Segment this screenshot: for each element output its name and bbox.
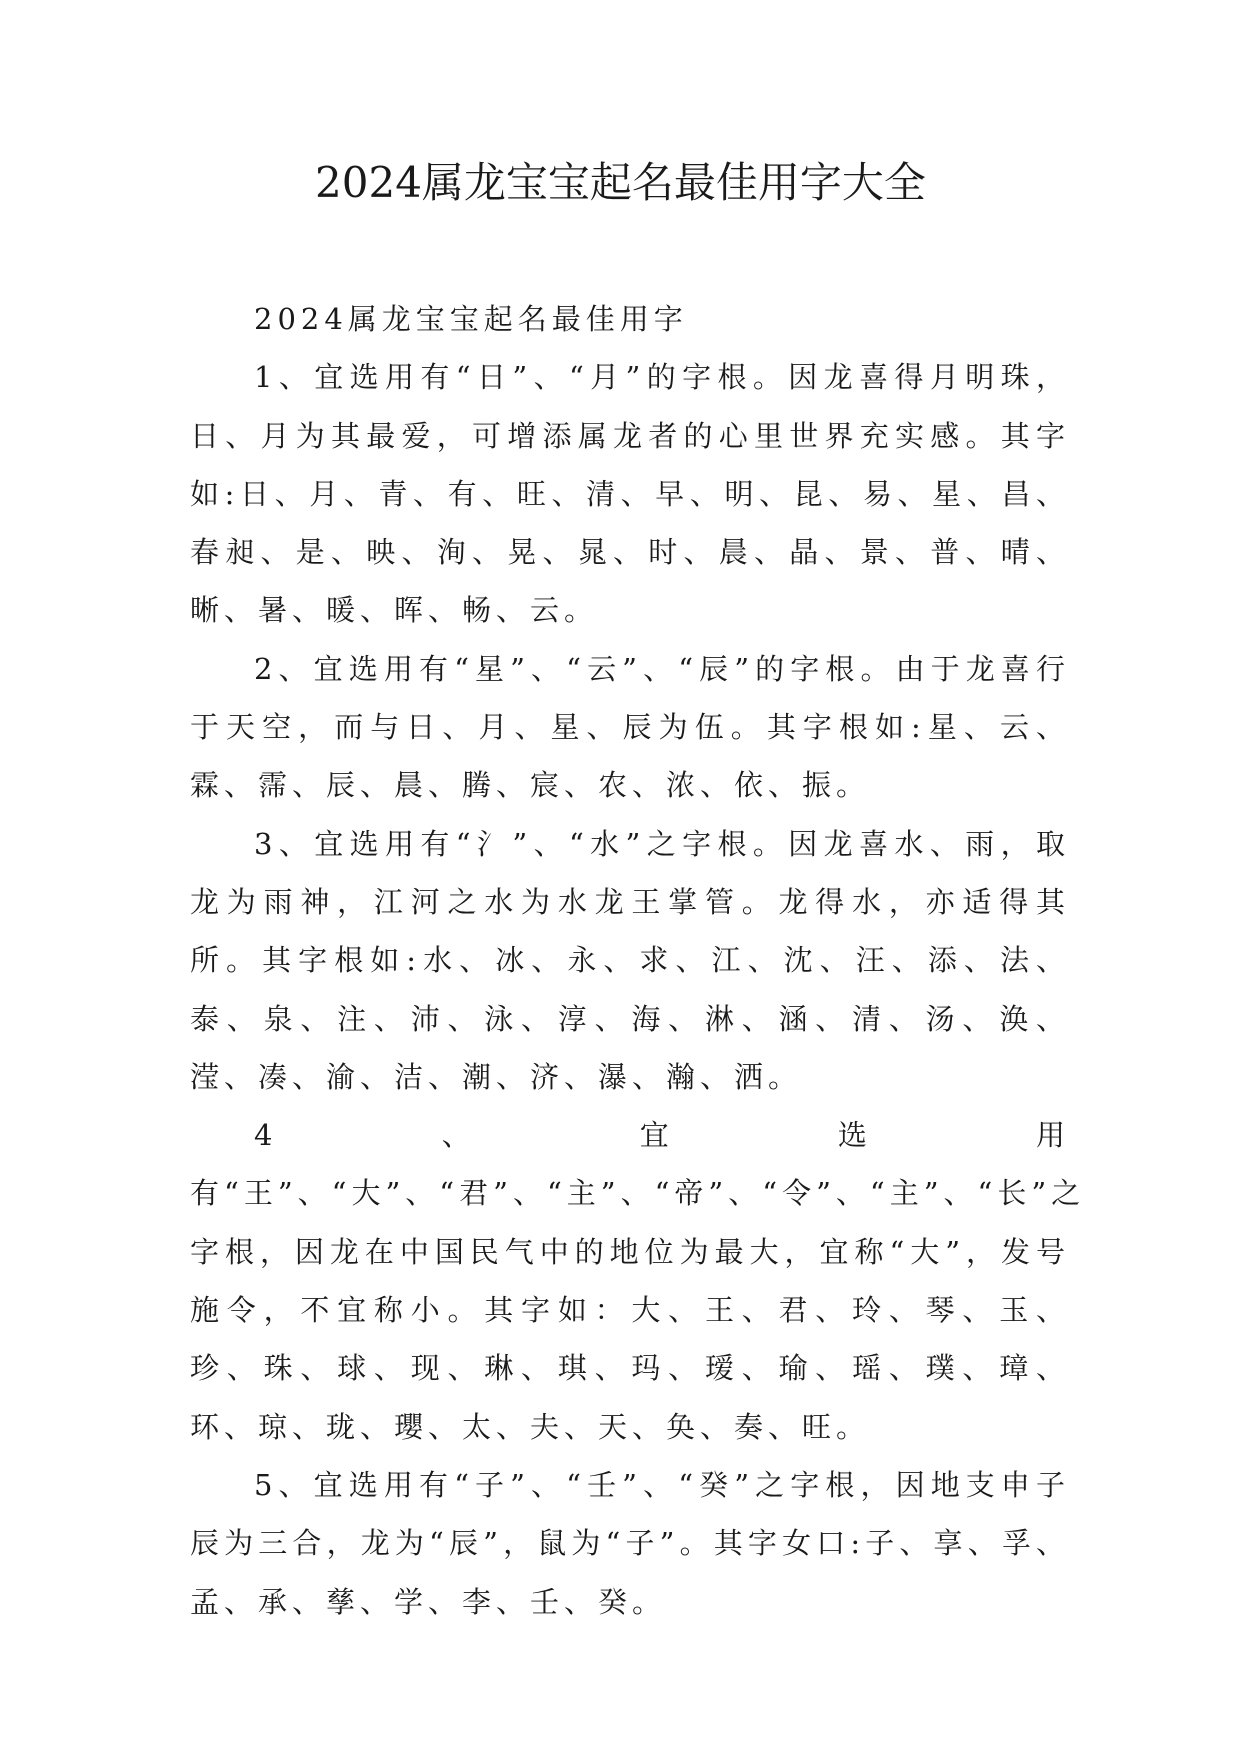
paragraph-3: 3、宜选用有“氵”、“水”之字根。因龙喜水、雨，取龙为雨神，江河之水为水龙王掌管。龙得水，亦适得其所。其字根如:水、冰、永、求、江、沈、汪、添、法、泰、泉、注、沛、泳、淳、海、淋、涵、清、汤、涣、滢、凑、渝、洁、潮、济、瀑、瀚、洒。 [190,826,1070,1094]
paragraph-4: 4、宜选用有“王”、“大”、“君”、“主”、“帝”、“令”、“主”、“长”之字根，因龙在中国民气中的地位为最大，宜称“大”，发号施令，不宜称小。其字如：大、王、君、玲、琴、玉、珍、珠、球、现、琳、琪、玛、瑷、瑜、瑶、璞、璋、环、琼、珑、瓔、太、夫、天、奂、奏、旺。 [190,1118,1086,1444]
document-body [190,290,1086,1631]
paragraph-5: 5、宜选用有“子”、“壬”、“癸”之字根，因地支申子辰为三合，龙为“辰”，鼠为“子”。其字女口:子、享、孚、孟、承、孳、学、李、壬、癸。 [190,1467,1070,1619]
paragraph-2: 2、宜选用有“星”、“云”、“辰”的字根。由于龙喜行于天空，而与日、月、星、辰为伍。其字根如:星、云、霖、霈、辰、晨、腾、宸、农、浓、依、振。 [190,651,1070,803]
paragraph-1: 1、宜选用有“日”、“月”的字根。因龙喜得月明珠，日、月为其最爱，可增添属龙者的心里世界充实感。其字如:日、月、青、有、旺、清、早、明、昆、易、星、昌、春昶、是、映、洵、晃、晁、时、晨、晶、景、普、晴、晰、暑、暖、晖、畅、云。 [190,360,1070,628]
document-title: 2024属龙宝宝起名最佳用字大全 [315,158,926,207]
document-subtitle: 2024属龙宝宝起名最佳用字 [254,302,688,336]
